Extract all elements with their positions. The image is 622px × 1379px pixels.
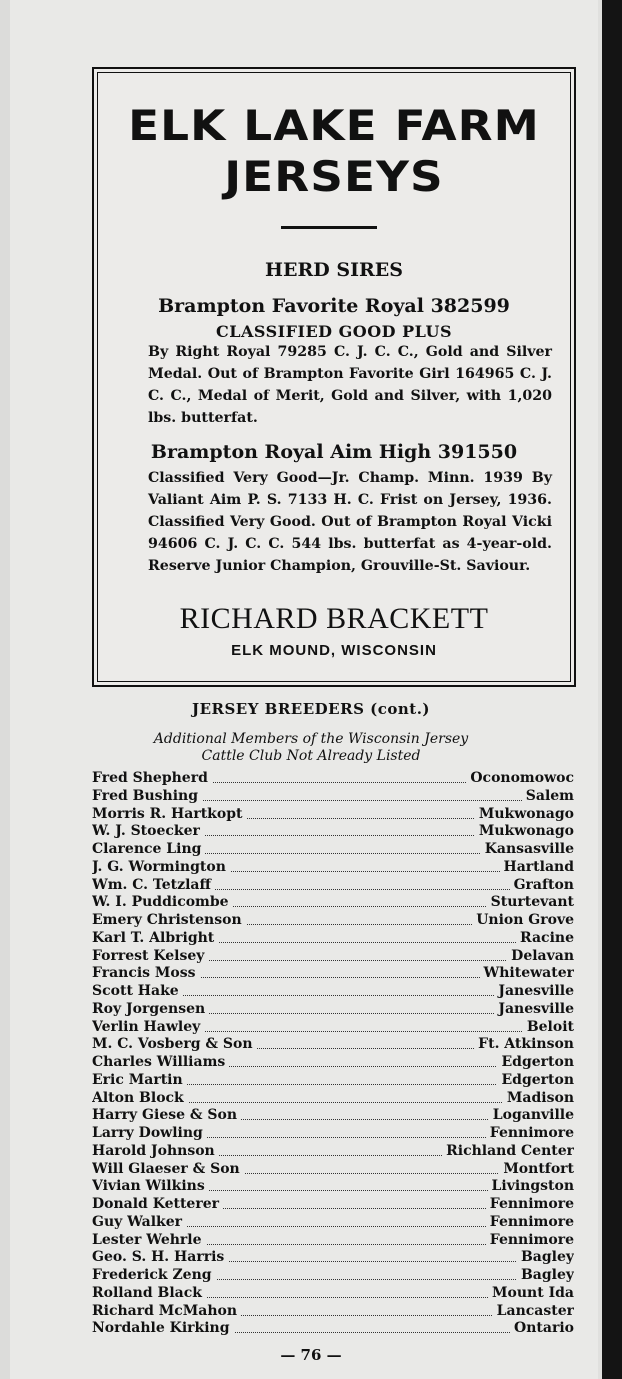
breeder-town: Delavan (507, 948, 574, 966)
breeder-name: Harry Giese & Son (92, 1107, 241, 1125)
spine-rule (598, 0, 602, 1379)
breeder-town: Livingston (488, 1178, 574, 1196)
list-item (92, 806, 574, 824)
herd-sires-heading: HERD SIRES (265, 259, 403, 281)
breeder-town: Bagley (517, 1249, 574, 1267)
list-item (92, 1196, 574, 1214)
list-item (92, 1107, 574, 1125)
list-item (92, 788, 574, 806)
breeders-subheading-line1: Additional Members of the Wisconsin Jersey (153, 731, 469, 747)
breeder-name: Clarence Ling (92, 841, 205, 859)
breeder-town: Whitewater (480, 965, 574, 983)
breeder-town: Sturtevant (487, 894, 574, 912)
breeders-subheading-line2: Cattle Club Not Already Listed (201, 748, 421, 764)
breeder-town: Madison (503, 1090, 574, 1108)
list-item (92, 1303, 574, 1321)
breeder-name: Donald Ketterer (92, 1196, 223, 1214)
list-item (92, 1054, 574, 1072)
breeder-name: Harold Johnson (92, 1143, 219, 1161)
breeder-name: Charles Williams (92, 1054, 229, 1072)
list-item (92, 1267, 574, 1285)
breeder-town: Hartland (500, 859, 575, 877)
breeder-town: Mukwonago (475, 806, 574, 824)
list-item (92, 1019, 574, 1037)
list-item (92, 965, 574, 983)
list-item (92, 1320, 574, 1338)
breeder-town: Edgerton (497, 1072, 574, 1090)
breeder-town: Mount Ida (488, 1285, 574, 1303)
breeder-name: Francis Moss (92, 965, 200, 983)
breeder-town: Kansasville (481, 841, 574, 859)
breeder-town: Fennimore (486, 1196, 574, 1214)
sire2-name: Brampton Royal Aim High 391550 (150, 441, 518, 463)
sire2-description: Classified Very Good—Jr. Champ. Minn. 1939 By Valiant Aim P. S. 7133 H. C. Frist on Jersey, 1936. Classified Very Good. Out of Brampton Royal Vicki 94606 C. J. C. C. 544 lbs. butterfat as 4-year-old. Reserve Junior Champion, Grouville-St. Saviour. (148, 470, 552, 574)
list-item (92, 1090, 574, 1108)
breeder-town: Mukwonago (475, 823, 574, 841)
breeder-town: Salem (522, 788, 574, 806)
list-item (92, 1036, 574, 1054)
breeder-town: Oconomowoc (466, 770, 574, 788)
breeder-town: Lancaster (493, 1303, 574, 1321)
list-item (92, 1161, 574, 1179)
list-item (92, 823, 574, 841)
list-item (92, 948, 574, 966)
list-item (92, 1001, 574, 1019)
breeder-name: Morris R. Hartkopt (92, 806, 246, 824)
breeder-town: Edgerton (497, 1054, 574, 1072)
sire1-classification: CLASSIFIED GOOD PLUS (215, 322, 453, 341)
owner-name: RICHARD BRACKETT (179, 602, 489, 635)
list-item (92, 1285, 574, 1303)
breeder-name: Eric Martin (92, 1072, 187, 1090)
breeder-town: Fennimore (486, 1125, 574, 1143)
breeder-town: Montfort (499, 1161, 574, 1179)
page-number: — 76 — (280, 1346, 342, 1364)
breeder-name: Karl T. Albright (92, 930, 218, 948)
breeder-name: Wm. C. Tetzlaff (92, 877, 215, 895)
breeder-name: Emery Christenson (92, 912, 246, 930)
breeder-name: J. G. Wormington (92, 859, 230, 877)
breeder-name: M. C. Vosberg & Son (92, 1036, 257, 1054)
list-item (92, 1072, 574, 1090)
breeder-town: Ontario (510, 1320, 574, 1338)
breeder-town: Janesville (494, 1001, 574, 1019)
breeder-town: Loganville (489, 1107, 574, 1125)
list-item (92, 912, 574, 930)
breeder-name: Fred Shepherd (92, 770, 212, 788)
sire1-description: By Right Royal 79285 C. J. C. C., Gold and Silver Medal. Out of Brampton Favorite Girl 164965 C. J. C. C., Medal of Merit, Gold and Silver, with 1,020 lbs. butterfat. (148, 344, 552, 426)
breeder-name: Scott Hake (92, 983, 183, 1001)
breeder-town: Ft. Atkinson (474, 1036, 574, 1054)
sire1-name: Brampton Favorite Royal 382599 (158, 295, 510, 317)
breeder-name: Vivian Wilkins (92, 1178, 209, 1196)
breeder-name: Forrest Kelsey (92, 948, 208, 966)
list-item (92, 841, 574, 859)
list-item (92, 1178, 574, 1196)
breeder-name: Verlin Hawley (92, 1019, 204, 1037)
breeder-town: Grafton (510, 877, 574, 895)
breeder-town: Racine (516, 930, 574, 948)
breeder-name: Nordahle Kirking (92, 1320, 234, 1338)
breeder-name: Guy Walker (92, 1214, 186, 1232)
list-item (92, 894, 574, 912)
breeder-name: W. J. Stoecker (92, 823, 204, 841)
list-item (92, 859, 574, 877)
breeder-name: Will Glaeser & Son (92, 1161, 244, 1179)
list-item (92, 1143, 574, 1161)
title-divider-rule (281, 226, 377, 229)
breeder-town: Bagley (517, 1267, 574, 1285)
farm-title-line1: ELK LAKE FARM (128, 101, 540, 150)
breeder-name: Frederick Zeng (92, 1267, 216, 1285)
book-spine-edge (598, 0, 622, 1379)
list-item (92, 930, 574, 948)
list-item (92, 1232, 574, 1250)
breeder-name: Lester Wehrle (92, 1232, 206, 1250)
page-left-edge (0, 0, 10, 1379)
list-item (92, 1125, 574, 1143)
breeder-town: Richland Center (442, 1143, 574, 1161)
breeder-name: Roy Jorgensen (92, 1001, 209, 1019)
breeder-town: Beloit (523, 1019, 574, 1037)
breeder-town: Union Grove (472, 912, 574, 930)
farm-title-line2: JERSEYS (224, 152, 444, 201)
farm-advertisement-box (92, 67, 576, 687)
breeder-town: Fennimore (486, 1232, 574, 1250)
breeder-name: Rolland Black (92, 1285, 206, 1303)
breeder-town: Janesville (494, 983, 574, 1001)
breeder-name: Richard McMahon (92, 1303, 241, 1321)
breeder-name: Alton Block (92, 1090, 188, 1108)
breeder-town: Fennimore (486, 1214, 574, 1232)
list-item (92, 1249, 574, 1267)
breeder-list (92, 770, 574, 1338)
list-item (92, 770, 574, 788)
owner-location: ELK MOUND, WISCONSIN (231, 642, 437, 659)
breeder-name: Larry Dowling (92, 1125, 207, 1143)
list-item (92, 877, 574, 895)
list-item (92, 983, 574, 1001)
breeder-name: W. I. Puddicombe (92, 894, 233, 912)
list-item (92, 1214, 574, 1232)
breeder-name: Geo. S. H. Harris (92, 1249, 228, 1267)
breeders-section-heading: JERSEY BREEDERS (cont.) (191, 700, 431, 718)
breeder-name: Fred Bushing (92, 788, 202, 806)
